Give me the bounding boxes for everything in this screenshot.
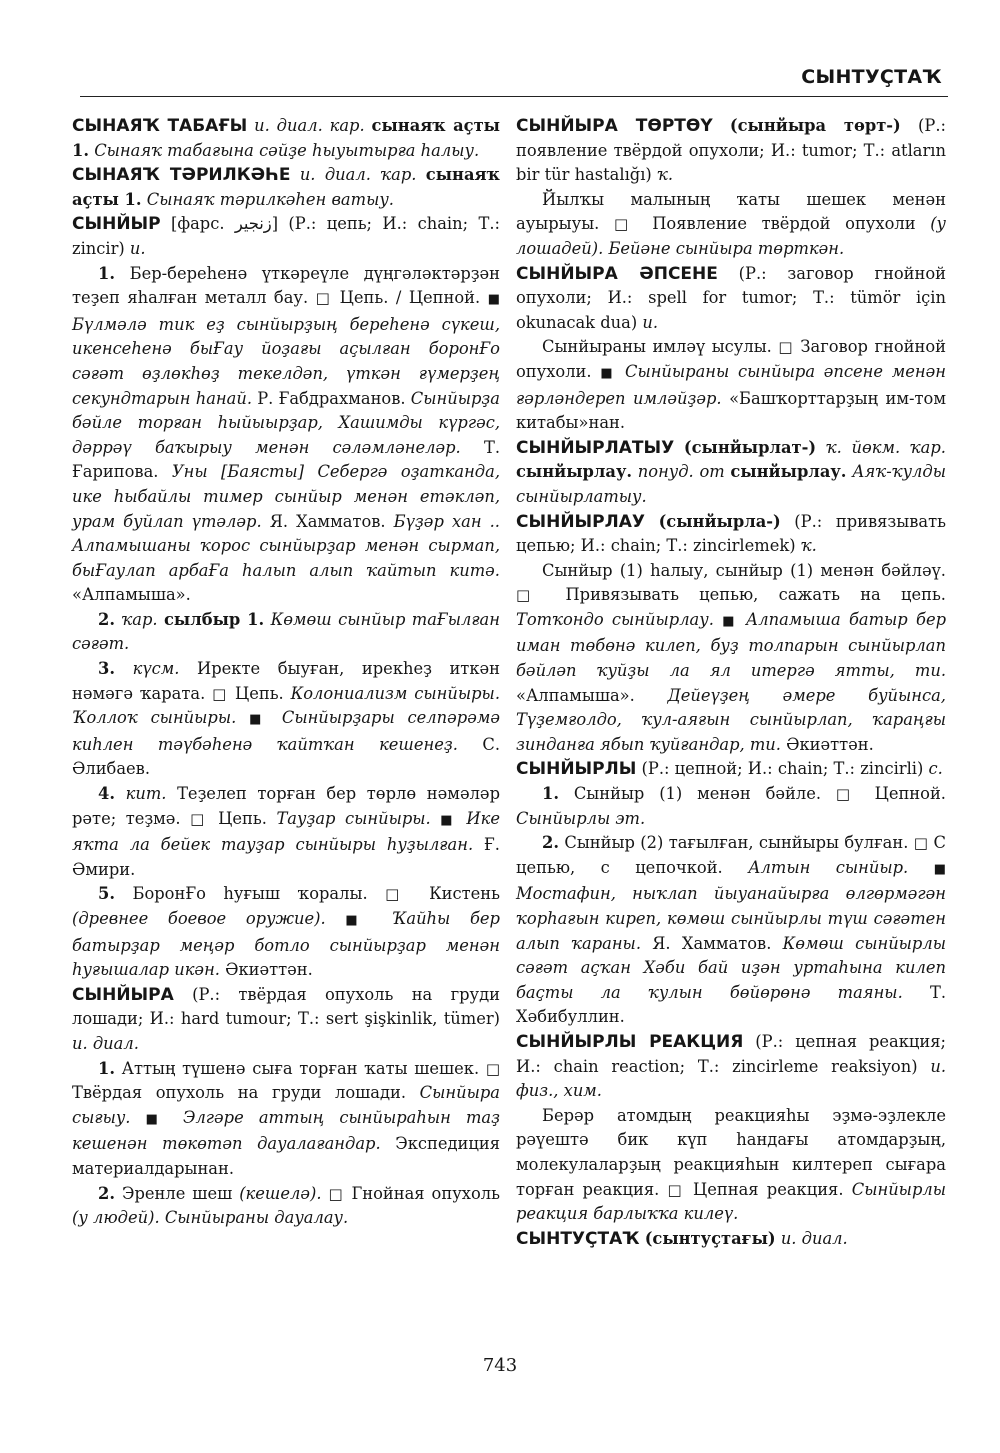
- text-segment: Экспедиция материалдарынан.: [72, 1134, 500, 1178]
- square-marker-icon: ■: [249, 712, 270, 728]
- text-segment: [168, 1108, 183, 1127]
- text-segment: (Р.: появление твёрдой опухоли; И.: tumor; Т.: atların bir tür hastalığı): [516, 116, 946, 185]
- text-segment: Сынйыр (2) тағылған, сынйыры булған.: [559, 833, 914, 853]
- italic-text: ҡ.: [656, 165, 674, 185]
- text-segment: (Р.: твёрдая опухоль на груди лошади; И.: hard tumour; Т.: sert şişkinlik, tümer): [72, 984, 500, 1029]
- text-segment: Теҙелеп торған бер төрлө нәмәләр рәте; теҙмә.: [72, 784, 500, 828]
- text-segment: [365, 116, 372, 135]
- headword: СЫНЙЫРЛЫ: [516, 759, 637, 780]
- sense-paragraph: [516, 831, 946, 1030]
- text-segment: С цепью, с цепочкой.: [516, 833, 946, 877]
- text-segment: [326, 909, 346, 928]
- italic-text: и. диал. ҡар.: [299, 165, 417, 185]
- text-segment: [269, 708, 282, 727]
- sense-paragraph: [72, 1182, 500, 1231]
- box-marker-icon: □: [315, 289, 333, 308]
- headword: СЫНАЯҠ ТАБАҒЫ: [72, 116, 248, 136]
- sense-paragraph: [516, 559, 946, 758]
- text-segment: [431, 809, 441, 828]
- bold-text: (сынйырлат-): [683, 437, 817, 457]
- text-segment: Аттың түшенә сыға торған ҡаты шешек.: [115, 1058, 486, 1078]
- italic-text: и.: [642, 312, 659, 332]
- box-marker-icon: □: [835, 785, 860, 804]
- sense-paragraph: [516, 782, 946, 831]
- text-segment: Сынйыраны имләү ысулы.: [542, 337, 779, 357]
- dictionary-entry: [516, 436, 946, 510]
- headword: СЫНЙЫРА ӘПСЕНЕ: [516, 263, 718, 284]
- headword: СЫНЙЫРА ТӨРТӨҮ: [516, 116, 713, 136]
- box-marker-icon: □: [385, 885, 412, 904]
- text-segment: Цепной.: [859, 784, 946, 804]
- italic-text: Сынйыраны сынйыра әпсене менән ғәрләндереп имләйҙәр.: [516, 361, 946, 408]
- dictionary-entry: [516, 757, 946, 782]
- text-segment: «Алпамыша».: [72, 585, 191, 605]
- italic-text: кит.: [125, 784, 167, 804]
- square-marker-icon: ■: [722, 613, 738, 629]
- italic-text: күсм.: [132, 659, 180, 679]
- headword: СЫНЙЫРЛАТЫУ: [516, 437, 675, 458]
- text-segment: [115, 659, 133, 678]
- text-segment: [416, 165, 425, 184]
- square-marker-icon: ■: [487, 292, 500, 308]
- dictionary-entry: [72, 163, 500, 212]
- italic-text: Элгәре аттың сынйыраһын таҙ кешенән төкөтәп дауалағандар.: [72, 1107, 500, 1154]
- text-segment: Иректе быуған, ирекһеҙ иткән нәмәгә ҡарата.: [72, 659, 500, 703]
- headword: СЫНАЯҠ ТӘРИЛКӘҺЕ: [72, 165, 291, 186]
- square-marker-icon: ■: [933, 861, 946, 877]
- square-marker-icon: ■: [345, 913, 373, 928]
- text-segment: Появление твёрдой опухоли: [637, 214, 931, 234]
- italic-text: Сынйырлы реакция барлыҡҡа килеү.: [516, 1179, 946, 1224]
- italic-text: Бүлмәлә тик еҙ сынйырҙың береһенә сүкеш, икенсеһенә быҒау йоҙағы аҫылған боронҒо сәғәт өҙлөкһөҙ текелдәп, үткән ғүмерҙең секундтарын һанай.: [72, 314, 500, 408]
- italic-text: Сынйырҙа бәйле торған һыйыырҙар, Хашимды күргәс, дәррәү баҡырыу менән сәләмләнеләр.: [72, 388, 500, 457]
- text-segment: Т. Хәбибуллин.: [516, 982, 946, 1027]
- italic-text: Колониализм сынйыры. Ҡоллоҡ сынйыры.: [72, 683, 500, 728]
- bold-text: 2.: [542, 833, 559, 853]
- box-marker-icon: □: [913, 834, 929, 853]
- headword: СЫНЙЫРЛЫ РЕАКЦИЯ: [516, 1031, 744, 1052]
- dictionary-entry: [516, 510, 946, 559]
- italic-text: и. диал. кар.: [254, 116, 365, 135]
- italic-text: с.: [928, 759, 943, 779]
- text-segment: [236, 708, 249, 727]
- left-column: [72, 114, 500, 1231]
- text-segment: Цепь.: [208, 808, 277, 828]
- sense-paragraph: [72, 1057, 500, 1182]
- page-header: [80, 58, 948, 97]
- italic-text: и. физ., хим.: [516, 1056, 946, 1101]
- sense-paragraph: [72, 262, 500, 608]
- text-segment: Әкиәттән.: [219, 960, 313, 980]
- text-segment: (Р.: цепной; И.: chain; Т.: zincirli): [636, 759, 929, 779]
- dictionary-entry: [72, 212, 500, 261]
- text-segment: [674, 438, 684, 457]
- italic-text: Көмөш сынйыр таҒылған сәғәт.: [72, 609, 500, 654]
- text-segment: Берәр атомдың реакцияһы эҙмә-эҙлекле рәүештә бик күп һандағы атомдарҙың, молекулаларҙың реакцияһын килтереп сығара торған реакция.: [516, 1105, 946, 1199]
- text-segment: Бер-береһенә үткәреүле дүңгәләктәрҙән теҙеп яһалған металл бау.: [72, 263, 500, 308]
- bold-text: 3.: [98, 659, 115, 679]
- italic-text: Сынйырлы эт.: [516, 808, 646, 828]
- italic-text: (древнее боевое оружие).: [72, 909, 326, 928]
- text-segment: Я. Хамматов.: [641, 933, 783, 953]
- italic-text: Ике яҡта ла бейек тауҙар сынйыры һуҙылған.: [72, 808, 500, 855]
- text-segment: Т. Ғарипова.: [72, 437, 501, 482]
- dictionary-entry: [516, 1227, 946, 1252]
- italic-text: Дейеүҙең әмере буйынса, Түҙемғолдо, ҡул-аяғын сынйырлап, ҡараңғы зинданға ябып ҡуйғандар, ти.: [516, 685, 946, 754]
- bold-text: сынаяҡ аҫты: [371, 116, 500, 135]
- page-number: 743: [482, 1355, 518, 1376]
- italic-text: Аяҡ-ҡулды сынйырлатыу.: [516, 462, 946, 506]
- text-segment: [290, 165, 299, 184]
- text-segment: [738, 610, 746, 629]
- dictionary-entry: [72, 114, 500, 163]
- text-segment: (Р.: привязывать цепью; И.: chain; Т.: zincirlemek): [516, 511, 946, 556]
- text-segment: [131, 1108, 146, 1127]
- bold-text: (сынйыра төрт-): [729, 116, 901, 135]
- italic-text: ҡ.: [800, 536, 817, 556]
- italic-text: понуд. от: [637, 462, 725, 482]
- italic-text: (кешелә).: [239, 1183, 322, 1203]
- bold-text: сынаяҡ аҫты 1.: [72, 165, 500, 209]
- right-column: [516, 114, 946, 1251]
- text-segment: [457, 809, 467, 828]
- text-segment: «Алпамыша».: [516, 685, 668, 705]
- text-segment: [фарс. زنجیر] (Р.: цепь; И.: chain; Т.: zincir): [72, 214, 500, 258]
- italic-text: Көмөш сынйырлы сәғәт аҫҡан Хәби бай иҙән уртаһына килеп баҫты ла ҡулын бөйөрөнә таяны.: [516, 933, 946, 1002]
- bold-text: 1.: [72, 140, 89, 160]
- italic-text: ҡар.: [121, 609, 158, 629]
- headword: СЫНЙЫРЛАУ: [516, 511, 646, 532]
- text-segment: [645, 512, 659, 531]
- text-segment: Цепная реакция.: [684, 1179, 852, 1199]
- box-marker-icon: □: [516, 586, 546, 605]
- box-marker-icon: □: [485, 1059, 500, 1078]
- sense-paragraph: [72, 882, 500, 982]
- dictionary-entry: [516, 114, 946, 188]
- bold-text: 1.: [98, 1058, 115, 1078]
- sense-paragraph: [516, 335, 946, 435]
- italic-text: и. диал.: [780, 1228, 848, 1248]
- text-segment: Йылҡы малының ҡаты шешек менән ауырыуы.: [516, 189, 946, 234]
- box-marker-icon: □: [328, 1184, 345, 1203]
- dictionary-entry: [516, 1030, 946, 1104]
- sense-paragraph: [72, 657, 500, 782]
- sense-paragraph: [72, 608, 500, 657]
- bold-text: сынйырлау.: [730, 462, 847, 482]
- text-segment: [908, 858, 933, 877]
- italic-text: Алтын сынйыр.: [748, 857, 909, 877]
- italic-text: Тотҡондо сынйырлау.: [516, 609, 714, 629]
- italic-text: Бүҙәр хан .. Алпамышаны ҡорос сынйырҙар менән сырмап, быҒаулап арбаҒа һалып алып ҡайтып китә.: [72, 511, 500, 580]
- box-marker-icon: □: [667, 1180, 685, 1199]
- text-segment: [816, 438, 826, 457]
- headword: СЫНЙЫР: [72, 214, 161, 235]
- dictionary-entry: [516, 262, 946, 336]
- text-segment: Сынйыр (1) менән бәйле.: [559, 784, 836, 804]
- italic-text: Сынаяҡ тәрилкәһен ватыу.: [146, 189, 394, 209]
- box-marker-icon: □: [778, 338, 794, 357]
- text-segment: [115, 784, 126, 803]
- italic-text: Сынаяҡ табағына сәйҙе һыуытырға һалыу.: [94, 140, 480, 160]
- bold-text: сылбыр 1.: [164, 609, 265, 629]
- text-segment: Заговор гнойной опухоли.: [516, 337, 946, 381]
- text-segment: [372, 909, 392, 928]
- sense-paragraph: [516, 1104, 946, 1227]
- square-marker-icon: ■: [440, 812, 457, 828]
- headword: СЫНТУҪТАҠ: [516, 1228, 640, 1249]
- text-segment: (Р.: цепная реакция; И.: chain reaction; Т.: zincirleme reaksiyon): [516, 1031, 946, 1076]
- box-marker-icon: □: [613, 215, 638, 234]
- text-segment: С. Әлибаев.: [72, 734, 500, 779]
- text-segment: Я. Хамматов.: [261, 511, 394, 531]
- square-marker-icon: ■: [145, 1111, 168, 1127]
- italic-text: Мостафин, ныҡлап йыуанайырға өлгөрмәгән ҡорһағын киреп, көмөш сынйырлы түш сәғәтен алып ҡараны.: [516, 884, 946, 953]
- text-segment: Твёрдая опухоль на груди лошади.: [72, 1083, 420, 1103]
- text-segment: Цепь. / Цепной.: [332, 288, 488, 308]
- italic-text: ҡ. йөкм. ҡар.: [825, 437, 946, 457]
- box-marker-icon: □: [212, 684, 229, 703]
- italic-text: (у лошадей). Бейәне сынйыра төрткән.: [516, 214, 946, 258]
- text-segment: [714, 610, 722, 629]
- square-marker-icon: ■: [600, 365, 617, 381]
- text-segment: Әкиәттән.: [780, 734, 874, 754]
- sense-paragraph: [72, 782, 500, 882]
- running-head: СЫНТУҪТАҠ: [801, 66, 942, 88]
- bold-text: 5.: [98, 884, 115, 904]
- sense-paragraph: [516, 188, 946, 262]
- text-segment: Сынйыр (1) һалыу, сынйыр (1) менән бәйләү.: [542, 560, 946, 580]
- italic-text: и. диал.: [72, 1033, 139, 1053]
- text-segment: Эренле шеш: [115, 1183, 240, 1203]
- bold-text: 1.: [98, 263, 115, 283]
- italic-text: (у людей). Сынйыраны дауалау.: [72, 1208, 349, 1228]
- bold-text: 2.: [98, 1183, 115, 1203]
- text-segment: Гнойная опухоль: [344, 1183, 500, 1203]
- text-segment: [713, 116, 730, 135]
- dictionary-entry: [72, 983, 500, 1057]
- italic-text: Сынйыра сығыу.: [72, 1083, 500, 1127]
- headword: СЫНЙЫРА: [72, 984, 174, 1005]
- text-segment: Привязывать цепью, сажать на цепь.: [545, 585, 946, 605]
- italic-text: и.: [129, 238, 146, 258]
- text-segment: БоронҒо һуғыш ҡоралы.: [115, 884, 386, 904]
- italic-text: Тауҙар сынйыры.: [276, 808, 431, 828]
- bold-text: 1.: [542, 784, 559, 804]
- text-segment: Кистень: [411, 884, 500, 904]
- text-segment: Ғ. Әмири.: [72, 835, 500, 879]
- bold-text: (сынйырла-): [658, 511, 781, 531]
- box-marker-icon: □: [190, 809, 209, 828]
- italic-text: Уны [Баясты] Себергә оҙатканда, ике һыбайлы тимер сынйыр менән етәкләп, урам буйлап үтәләр.: [72, 462, 500, 531]
- text-segment: [616, 362, 625, 381]
- text-segment: Р. Ғабдрахманов.: [252, 388, 411, 408]
- italic-text: Алпамыша батыр бер иман төбөнә килеп, буҙ толпарын сынйырлап бәйләп ҡуйҙы ла ял итергә ятты, ти.: [516, 609, 946, 681]
- text-segment: Цепь.: [228, 683, 291, 703]
- text-segment: (Р.: заговор гнойной опухоли; И.: spell for tumor; Т.: tümör için okunacak dua): [516, 263, 947, 332]
- text-segment: «Башҡорттарҙың им-том китабы»нан.: [516, 388, 946, 433]
- bold-text: 4.: [98, 784, 115, 804]
- bold-text: (сынтуҫтағы): [644, 1228, 776, 1248]
- italic-text: Ҡайһы бер батырҙар меңәр ботло сынйырҙар менән һуғышалар икән.: [72, 909, 500, 980]
- bold-text: сынйырлау.: [516, 462, 633, 482]
- italic-text: Сынйырҙары селпәрәмә киһлен тәүбәһенә ҡайтҡан кешенеҙ.: [72, 708, 500, 754]
- bold-text: 2.: [98, 609, 115, 629]
